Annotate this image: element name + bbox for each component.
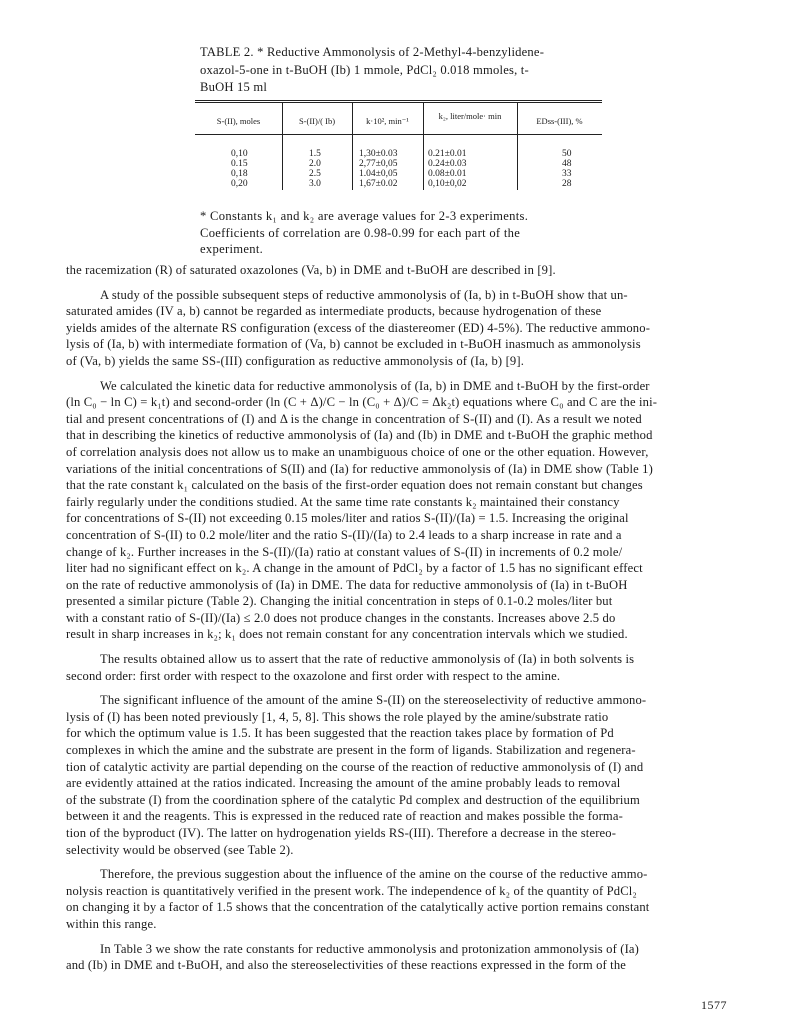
text-line: selectivity would be observed (see Table 2). (66, 842, 294, 857)
text-line: of (Va, b) yields the same SS-(III) configuration as reductive ammonolysis of (Ia, b) [9]. (66, 353, 525, 368)
table-cell: 2.5 (309, 169, 321, 179)
text-line: In Table 3 we show the rate constants for reductive ammonolysis and protonization ammonolysis of (Ia) (100, 941, 639, 956)
text-line: second order: first order with respect to the oxazolone and first order with respect to the amine. (66, 668, 561, 683)
text-line: of the substrate (I) from the coordination sphere of the catalytic Pd complex and destruction of the equilibrium (66, 792, 640, 807)
text-line: tial and present concentrations of (I) and Δ is the change in concentration of S-(II) and (I). As a result we noted (66, 411, 642, 426)
table-cell: 0,10 (231, 149, 248, 159)
text-line: Therefore, the previous suggestion about the influence of the amine on the course of the reductive ammo- (100, 867, 648, 882)
text-line: on changing it by a factor of 1.5 shows that the concentration of the catalytically active portion remains constant (66, 900, 650, 915)
column-divider (423, 102, 424, 190)
caption-line: oxazol-5-one in t-BuOH (Ib) 1 mmole, PdCl₂ 0.018 mmoles, t- (200, 62, 529, 77)
column-header: EDss-(III), % (536, 116, 583, 126)
table-cell: 3.0 (309, 179, 321, 189)
caption-line: TABLE 2. * Reductive Ammonolysis of 2-Methyl-4-benzylidene- (200, 45, 545, 59)
table-cell: 0.08±0.01 (428, 169, 467, 179)
text-line: nolysis reaction is quantitatively verified in the present work. The independence of k₂ of the quantity of PdCl₂ (66, 883, 637, 898)
paragraph (66, 692, 746, 858)
paragraph (66, 866, 746, 932)
paragraph (66, 287, 746, 370)
table-cell: 0,20 (231, 179, 248, 189)
text-line: with a constant ratio of S-(II)/(Ia) ≤ 2.0 does not produce changes in the constants. Increases above 2.5 do (66, 610, 616, 625)
table-cell: 48 (562, 159, 572, 169)
table-column (428, 149, 466, 189)
text-line: of correlation analysis does not allow us to make an unambiguous choice of one or the other equation. However, (66, 444, 649, 459)
body-text (66, 262, 746, 982)
text-line: tion of catalytic activity are partial depending on the course of the reaction of reductive ammonolysis of (I) and (66, 759, 644, 774)
table-column (562, 149, 572, 189)
column-header: S-(II), moles (216, 116, 261, 126)
caption-line: BuOH 15 ml (200, 80, 268, 94)
footnote-line: experiment. (200, 242, 264, 256)
page-number: 1577 (701, 998, 727, 1012)
text-line: The significant influence of the amount of the amine S-(II) on the stereoselectivity of reductive ammono- (100, 693, 647, 708)
text-line: lysis of (Ia, b) with intermediate formation of (Va, b) cannot be excluded in t-BuOH inasmuch as ammonolysis (66, 337, 641, 352)
table-cell: 0.21±0.01 (428, 149, 467, 159)
paragraph (66, 262, 746, 279)
column-header: k₂, liter/mole· min (438, 111, 502, 121)
table-caption (200, 44, 600, 97)
text-line: and (Ib) in DME and t-BuOH, and also the stereoselectivities of these reactions expressed in the form of the (66, 958, 627, 973)
table-cell: 0,10±0,02 (428, 179, 467, 189)
table-cell: 1,67±0.02 (359, 179, 398, 189)
table-cell: 33 (562, 169, 572, 179)
table-top-rule (195, 100, 602, 101)
table-footnote (200, 208, 600, 258)
table-cell: 1,30±0.03 (359, 149, 398, 159)
table-top-rule-double (195, 102, 602, 103)
table-cell: 1.04±0,05 (359, 169, 398, 179)
paragraph (66, 378, 746, 644)
table-cell: 2.0 (309, 159, 321, 169)
table-cell: 0.24±0.03 (428, 159, 467, 169)
data-table (195, 100, 602, 197)
column-header: k·10², min⁻¹ (366, 116, 409, 126)
text-line: concentration of S-(II) to 0.2 mole/liter and the ratio S-(II)/(Ia) to 2.4 leads to a sharp increase in rate and a (66, 527, 622, 542)
text-line: result in sharp increases in k₂; k₁ does not remain constant for any concentration intervals which we studied. (66, 627, 628, 642)
text-line: fairly regularly under the conditions studied. At the same time rate constants k₂ maintained their constancy (66, 494, 620, 509)
text-line: that in describing the kinetics of reductive ammonolysis of (Ia) and (Ib) in DME and t-BuOH the graphic method (66, 428, 653, 443)
table-column (359, 149, 397, 189)
text-line: between it and the reagents. This is expressed in the reduced rate of reaction and makes possible the forma- (66, 809, 623, 824)
column-header: S-(II)/( Ib) (298, 116, 336, 126)
table-cell: 0.15 (231, 159, 248, 169)
table-cell: 50 (562, 149, 572, 159)
table-column (231, 149, 248, 189)
text-line: are evidently attained at the ratios indicated. Increasing the amount of the amine probably leads to removal (66, 776, 621, 791)
text-line: variations of the initial concentrations of S(II) and (Ia) for reductive ammonolysis of (Ia) in DME show (Table 1) (66, 461, 653, 476)
text-line: yields amides of the alternate RS configuration (excess of the diastereomer (ED) 4-5%). The reductive ammono- (66, 320, 651, 335)
footnote-line: * Constants k₁ and k₂ are average values for 2-3 experiments. (200, 209, 529, 223)
text-line: presented a similar picture (Table 2). Changing the initial concentration in steps of 0.1-0.2 moles/liter but (66, 594, 613, 609)
text-line: tion of the byproduct (IV). The latter on hydrogenation yields RS-(III). Therefore a decrease in the stereo- (66, 826, 617, 840)
text-line: liter had no significant effect on k₂. A change in the amount of PdCl₂ by a factor of 1.5 has no significant effect (66, 561, 643, 576)
table-cell: 1.5 (309, 149, 321, 159)
text-line: for which the optimum value is 1.5. It has been suggested that the reaction takes place by formation of Pd (66, 726, 614, 741)
text-line: lysis of (I) has been noted previously [1, 4, 5, 8]. This shows the role played by the amine/substrate ratio (66, 709, 609, 724)
table-header-rule (195, 134, 602, 135)
table-column (309, 149, 321, 189)
text-line: We calculated the kinetic data for reductive ammonolysis of (Ia, b) in DME and t-BuOH by the first-order (100, 378, 650, 393)
table-cell: 28 (562, 179, 572, 189)
text-line: change of k₂. Further increases in the S-(II)/(Ia) ratio at constant values of S-(II) in increments of 0.2 mole/ (66, 544, 623, 559)
table-cell: 2,77±0,05 (359, 159, 398, 169)
text-line: (ln C₀ − ln C) = k₁t) and second-order (ln (C + Δ)/C − ln (C₀ + Δ)/C = Δk₂t) equations where C₀ and C are the ini- (66, 395, 658, 410)
paragraph (66, 651, 746, 684)
table-cell: 0,18 (231, 169, 248, 179)
text-line: The results obtained allow us to assert that the rate of reductive ammonolysis of (Ia) in both solvents is (100, 652, 635, 667)
text-line: the racemization (R) of saturated oxazolones (Va, b) in DME and t-BuOH are described in [9]. (66, 263, 556, 277)
text-line: saturated amides (IV a, b) cannot be regarded as intermediate products, because hydrogenation of these (66, 304, 602, 319)
footnote-line: Coefficients of correlation are 0.98-0.99 for each part of the (200, 225, 521, 240)
text-line: that the rate constant k₁ calculated on the basis of the first-order equation does not remain constant but changes (66, 478, 643, 493)
text-line: A study of the possible subsequent steps of reductive ammonolysis of (Ia, b) in t-BuOH show that un- (100, 287, 628, 302)
paragraph (66, 941, 746, 974)
text-line: on the rate of reductive ammonolysis of (Ia) in DME. The data for reductive ammonolysis of (Ia) in t-BuOH (66, 577, 628, 592)
text-line: complexes in which the amine and the substrate are present in the form of ligands. Stabilization and regenera- (66, 743, 636, 758)
text-line: within this range. (66, 916, 157, 931)
text-line: for concentrations of S-(II) not exceeding 0.15 moles/liter and ratios S-(II)/(Ia) = 1.5. Increasing the original (66, 511, 629, 526)
